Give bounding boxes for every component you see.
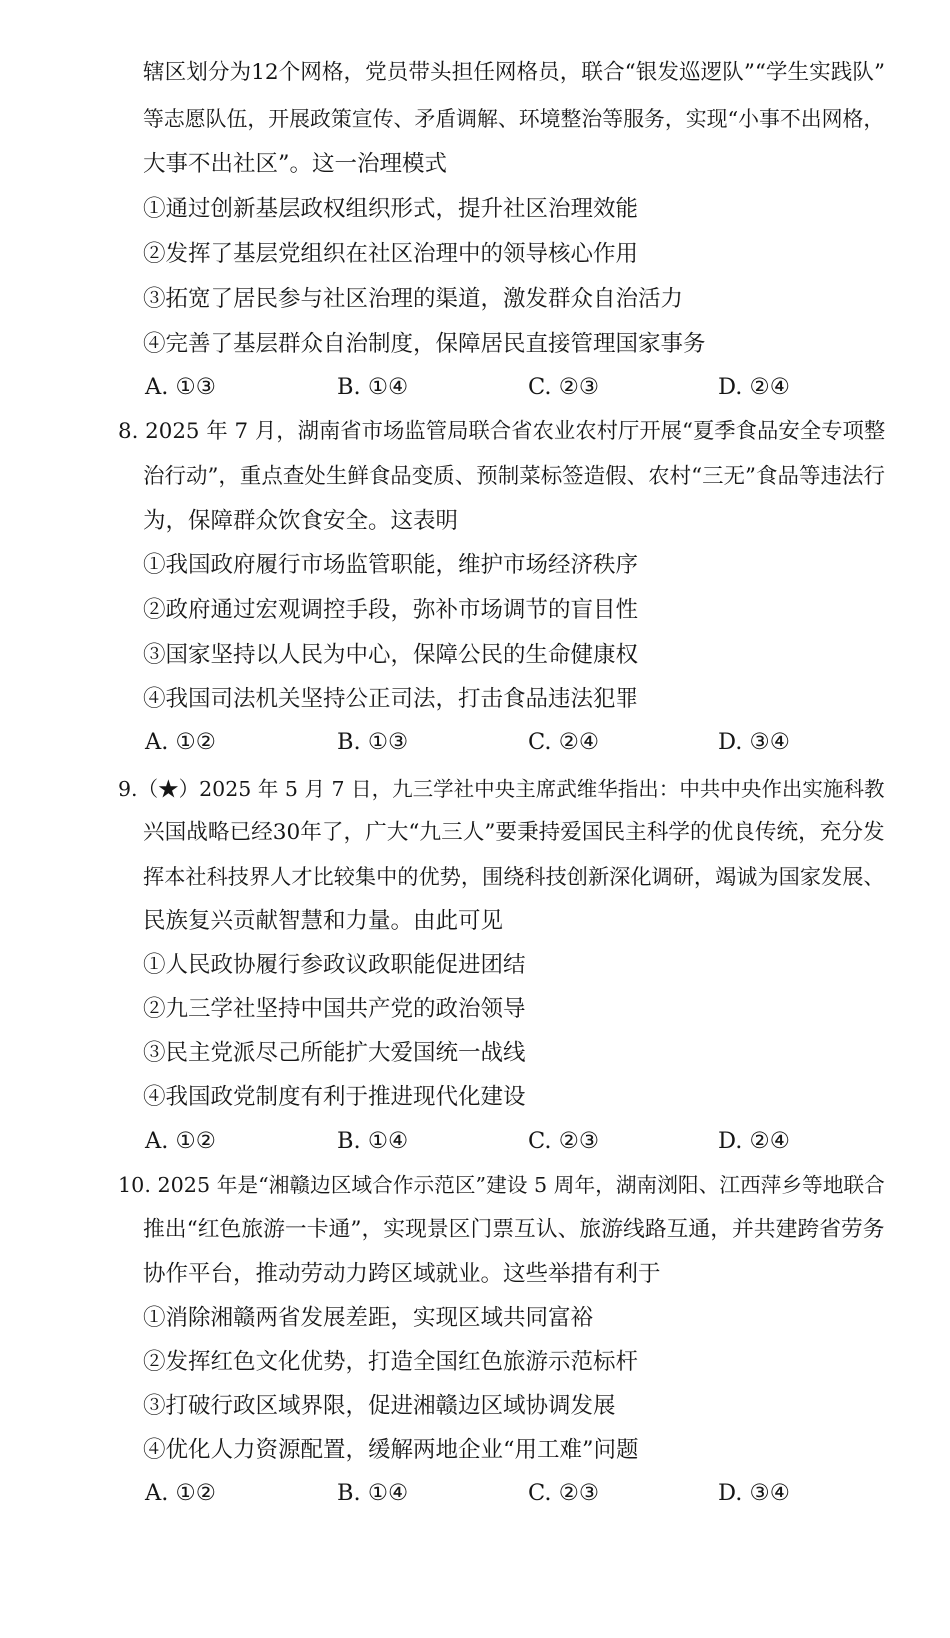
answer-choice-c: C. ②④ (528, 729, 600, 755)
answer-choice-b: B. ①④ (337, 1128, 409, 1154)
answer-choice-d: D. ③④ (718, 729, 790, 755)
question-stem-line: 治行动”，重点查处生鲜食品变质、预制菜标签造假、农村“三无”食品等违法行 (143, 464, 885, 489)
question-stem-line: 为，保障群众饮食安全。这表明 (143, 508, 459, 534)
option-1: ①我国政府履行市场监管职能，维护市场经济秩序 (143, 552, 639, 578)
option-4: ④我国司法机关坚持公正司法，打击食品违法犯罪 (143, 686, 639, 712)
answer-choice-a: A. ①② (145, 1128, 216, 1154)
answer-choice-b: B. ①③ (337, 729, 409, 755)
answer-choice-c: C. ②③ (528, 1480, 600, 1506)
answer-choice-a: A. ①② (145, 729, 216, 755)
option-1: ①消除湘赣两省发展差距，实现区域共同富裕 (143, 1305, 594, 1331)
question-stem-line: 大事不出社区”。这一治理模式 (143, 151, 448, 177)
answer-choice-d: D. ②④ (718, 374, 790, 400)
answer-choice-d: D. ②④ (718, 1128, 790, 1154)
question-stem-line: 10. 2025 年是“湘赣边区域合作示范区”建设 5 周年，湖南浏阳、江西萍乡等地联合 (118, 1173, 885, 1197)
question-stem-line: 等志愿队伍，开展政策宣传、矛盾调解、环境整治等服务，实现“小事不出网格， (143, 107, 885, 131)
answer-choice-c: C. ②③ (528, 1128, 600, 1154)
answer-choice-c: C. ②③ (528, 374, 600, 400)
question-stem-line: 民族复兴贡献智慧和力量。由此可见 (143, 908, 504, 934)
option-4: ④完善了基层群众自治制度，保障居民直接管理国家事务 (143, 331, 706, 357)
question-stem-line: 8. 2025 年 7 月，湖南省市场监管局联合省农业农村厅开展“夏季食品安全专项整 (118, 419, 886, 444)
option-4: ④我国政党制度有利于推进现代化建设 (143, 1084, 526, 1110)
answer-choice-a: A. ①② (145, 1480, 216, 1506)
answer-choice-b: B. ①④ (337, 1480, 409, 1506)
option-2: ②发挥了基层党组织在社区治理中的领导核心作用 (143, 241, 639, 267)
answer-choice-b: B. ①④ (337, 374, 409, 400)
option-1: ①人民政协履行参政议政职能促进团结 (143, 952, 526, 978)
option-2: ②发挥红色文化优势，打造全国红色旅游示范标杆 (143, 1349, 639, 1375)
option-1: ①通过创新基层政权组织形式，提升社区治理效能 (143, 196, 639, 222)
answer-choice-a: A. ①③ (145, 374, 216, 400)
question-stem-line: 推出“红色旅游一卡通”，实现景区门票互认、旅游线路互通，并共建跨省劳务 (143, 1217, 885, 1242)
question-stem-line: 挥本社科技界人才比较集中的优势，围绕科技创新深化调研，竭诚为国家发展、 (143, 864, 885, 889)
answer-choice-d: D. ③④ (718, 1480, 790, 1506)
option-3: ③民主党派尽己所能扩大爱国统一战线 (143, 1040, 526, 1066)
option-3: ③打破行政区域界限，促进湘赣边区域协调发展 (143, 1393, 616, 1419)
option-4: ④优化人力资源配置，缓解两地企业“用工难”问题 (143, 1437, 639, 1463)
option-3: ③国家坚持以人民为中心，保障公民的生命健康权 (143, 642, 639, 668)
question-stem-line: 辖区划分为12个网格，党员带头担任网格员，联合“银发巡逻队”“学生实践队” (143, 60, 886, 85)
question-stem-line: 协作平台，推动劳动力跨区域就业。这些举措有利于 (143, 1261, 661, 1287)
option-2: ②政府通过宏观调控手段，弥补市场调节的盲目性 (143, 597, 639, 623)
option-2: ②九三学社坚持中国共产党的政治领导 (143, 996, 526, 1022)
option-3: ③拓宽了居民参与社区治理的渠道，激发群众自治活力 (143, 286, 684, 312)
question-stem-line: 兴国战略已经30年了，广大“九三人”要秉持爱国民主科学的优良传统，充分发 (143, 820, 885, 845)
question-stem-line: 9.（★）2025 年 5 月 7 日，九三学社中央主席武维华指出：中共中央作出实施科教 (118, 777, 885, 801)
